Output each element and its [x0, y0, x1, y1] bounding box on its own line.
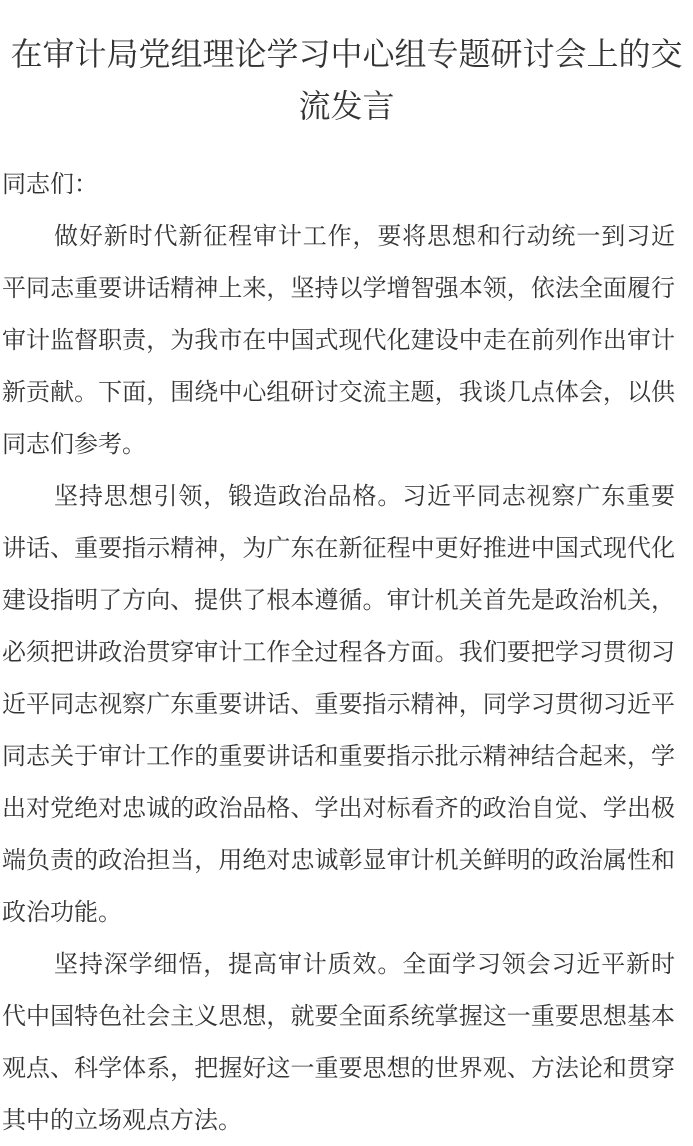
paragraph-1: 做好新时代新征程审计工作，要将思想和行动统一到习近平同志重要讲话精神上来，坚持以学增智强本领，依法全面履行审计监督职责，为我市在中国式现代化建设中走在前列作出审计新贡献。下面，围绕中心组研讨交流主题，我谈几点体会，以供同志们参考。 [2, 222, 675, 458]
salutation: 同志们： [2, 170, 98, 198]
paragraph-2: 坚持思想引领，锻造政治品格。习近平同志视察广东重要讲话、重要指示精神，为广东在新征程中更好推进中国式现代化建设指明了方向、提供了根本遵循。审计机关首先是政治机关，必须把讲政治贯穿审计工作全过程各方面。我们要把学习贯彻习近平同志视察广东重要讲话、重要指示精神，同学习贯彻习近平同志关于审计工作的重要讲话和重要指示批示精神结合起来，学出对党绝对忠诚的政治品格、学出对标看齐的政治自觉、学出极端负责的政治担当，用绝对忠诚彰显审计机关鲜明的政治属性和政治功能。 [2, 482, 675, 926]
document-title: 在审计局党组理论学习中心组专题研讨会上的交流发言 [10, 35, 683, 125]
paragraph-3: 坚持深学细悟，提高审计质效。全面学习领会习近平新时代中国特色社会主义思想，就要全面系统掌握这一重要思想基本观点、科学体系，把握好这一重要思想的世界观、方法论和贯穿其中的立场观点方法。 [2, 950, 675, 1134]
document-body [2, 158, 693, 1146]
